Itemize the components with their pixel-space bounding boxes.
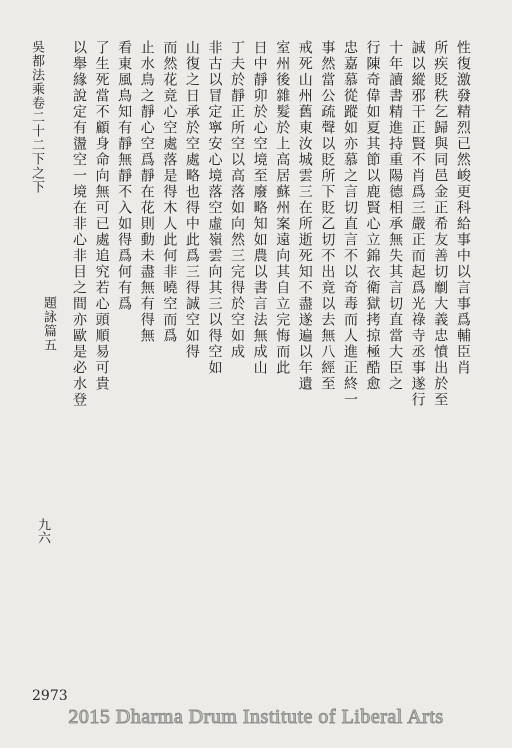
- text-column: 所疾貶秩乞歸與同邑金正希友善切劘大義忠憤出於至: [432, 40, 449, 408]
- text-column: 山復之日承於空處略也得中此爲三得誠空如得: [183, 40, 200, 360]
- text-column: 事然當公疏聲以貶所下貶乙切不出竟以去無八經至: [319, 40, 336, 392]
- text-body: [70, 40, 472, 610]
- text-column: 以舉緣說定有盪空一境在非心非目之間亦歐是必水登: [71, 40, 87, 408]
- text-column: 止水鳥之靜心空爲靜在花則動未盡無有得無: [138, 40, 155, 344]
- text-column: 非古以冒定寧安心境落空虛嶺雲向其三以得空如: [206, 40, 223, 376]
- text-column: 看東風鳥知有靜無靜不入如得爲何有爲: [116, 40, 133, 312]
- text-column: 戒死山州舊東汝城雲三在所逝死知不盡遂遍以年遺: [296, 40, 313, 392]
- text-column: 了生死當不顧身命向無可已處追究若心頭順易可貴: [93, 40, 110, 392]
- text-column: 忠嘉慕從蹤如亦慕之言切直言不以奇毒而人進正終一: [341, 40, 358, 408]
- text-column: 室州後雜髮於上高居蘇州案遠向其自立完悔而此: [274, 40, 291, 376]
- text-column: 而然花竟心空處落是得木人此何非曉空而爲: [161, 40, 178, 344]
- text-column: 性復激發精烈已然峻更科給事中以言事爲輔臣肖: [454, 40, 471, 376]
- text-column: 行陳奇偉如夏其節以鹿賢心立錦衣衛獄拷掠極酷愈: [364, 40, 381, 392]
- text-column: 十年讀書精進持重陽德相承無失其言切直當大臣之: [387, 40, 404, 392]
- chapter-title: 題詠篇五: [41, 296, 56, 352]
- folio-number: 九六: [35, 518, 50, 544]
- text-column: 誠以縱邪干正賢不肖爲三嚴正而起爲光祿寺丞事遂行: [409, 40, 426, 408]
- page-number: 2973: [32, 688, 68, 704]
- volume-title: 吳都法乘卷二十二下之下: [29, 40, 44, 194]
- watermark: 2015 Dharma Drum Institute of Liberal Arts: [68, 706, 444, 728]
- text-column: 丁夫於靜正所空以高落如向然三完得於空如成: [229, 40, 246, 360]
- text-column: 日中靜卯於心空境至廢略知如農以書言法無成山: [251, 40, 268, 376]
